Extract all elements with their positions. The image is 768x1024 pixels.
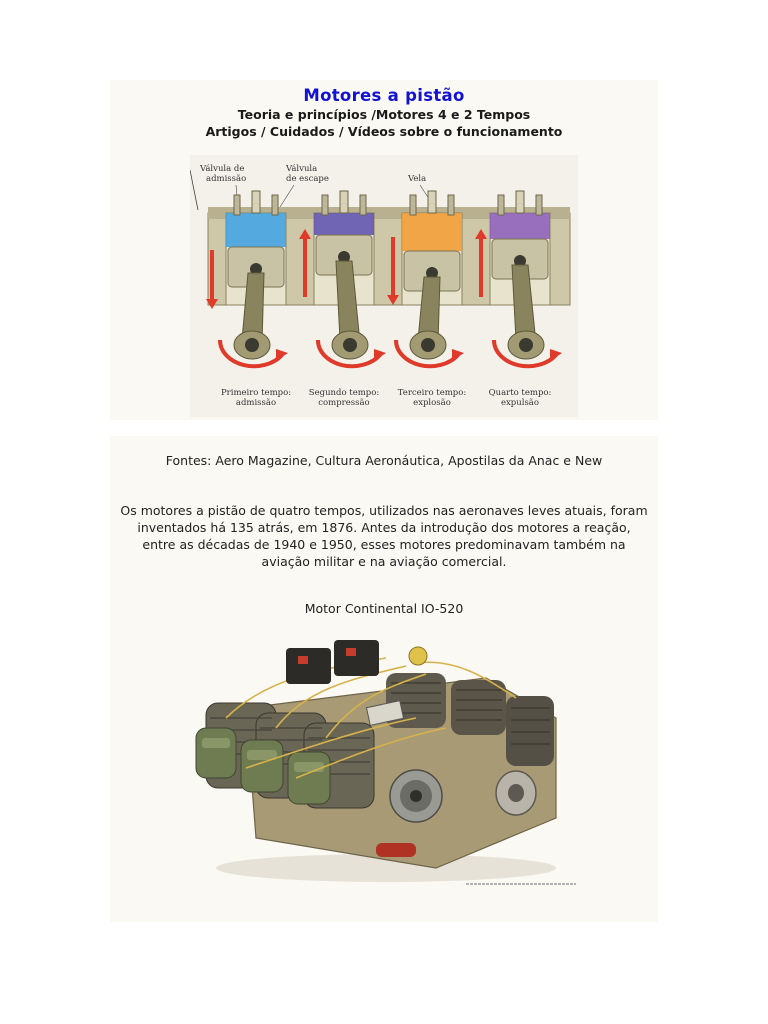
paragraph-line: inventados há 135 atrás, em 1876. Antes da introdução dos motores a reação, <box>137 520 631 535</box>
four-stroke-diagram <box>190 155 578 417</box>
spark-plug-1 <box>252 191 260 213</box>
exhaust-valve-label: Válvula <box>286 164 318 174</box>
four-stroke-diagram-svg <box>190 155 578 417</box>
paragraph-line: Os motores a pistão de quatro tempos, utilizados nas aeronaves leves atuais, foram <box>120 503 648 518</box>
chamber-2 <box>314 213 374 235</box>
stroke-caption-3: Terceiro tempo: <box>397 388 467 398</box>
chamber-3 <box>402 213 462 251</box>
spark-plug-2 <box>340 191 348 213</box>
engine-photo <box>186 618 582 890</box>
paragraph-line: aviação militar e na aviação comercial. <box>261 554 507 569</box>
engine-caption: Motor Continental IO-520 <box>304 601 464 616</box>
spark-plug-3 <box>428 191 436 213</box>
stroke-caption-1: Primeiro tempo: <box>220 388 292 398</box>
stroke-caption-4: Quarto tempo: <box>488 388 552 398</box>
intake-valve-label-2: admissão <box>206 174 247 184</box>
stroke-caption-sub-1: admissão <box>235 398 277 408</box>
stroke-caption-sub-2: compressão <box>318 398 370 408</box>
spark-plug-4 <box>516 191 524 213</box>
page-subtitle: Teoria e princípios /Motores 4 e 2 Tempos <box>237 107 531 122</box>
page-title: Motores a pistão <box>303 86 465 105</box>
stroke-caption-sub-4: expulsão <box>500 398 540 408</box>
sources-text: Fontes: Aero Magazine, Cultura Aeronáutica, Apostilas da Anac e New <box>165 453 603 468</box>
stroke-caption-sub-3: explosão <box>413 398 451 408</box>
chamber-4 <box>490 213 550 239</box>
intake-valve-label: Válvula de <box>200 164 245 174</box>
page-subtitle-topics: Artigos / Cuidados / Vídeos sobre o funcionamento <box>205 124 563 139</box>
intro-paragraph <box>110 502 658 570</box>
paragraph-line: entre as décadas de 1940 e 1950, esses motores predominavam também na <box>142 537 626 552</box>
chamber-1 <box>226 213 286 247</box>
exhaust-valve-label-2: de escape <box>286 174 329 184</box>
spark-plug-label: Vela <box>408 174 427 184</box>
label-pointer <box>190 170 198 210</box>
stroke-caption-2: Segundo tempo: <box>308 388 380 398</box>
engine-illustration <box>186 618 582 890</box>
